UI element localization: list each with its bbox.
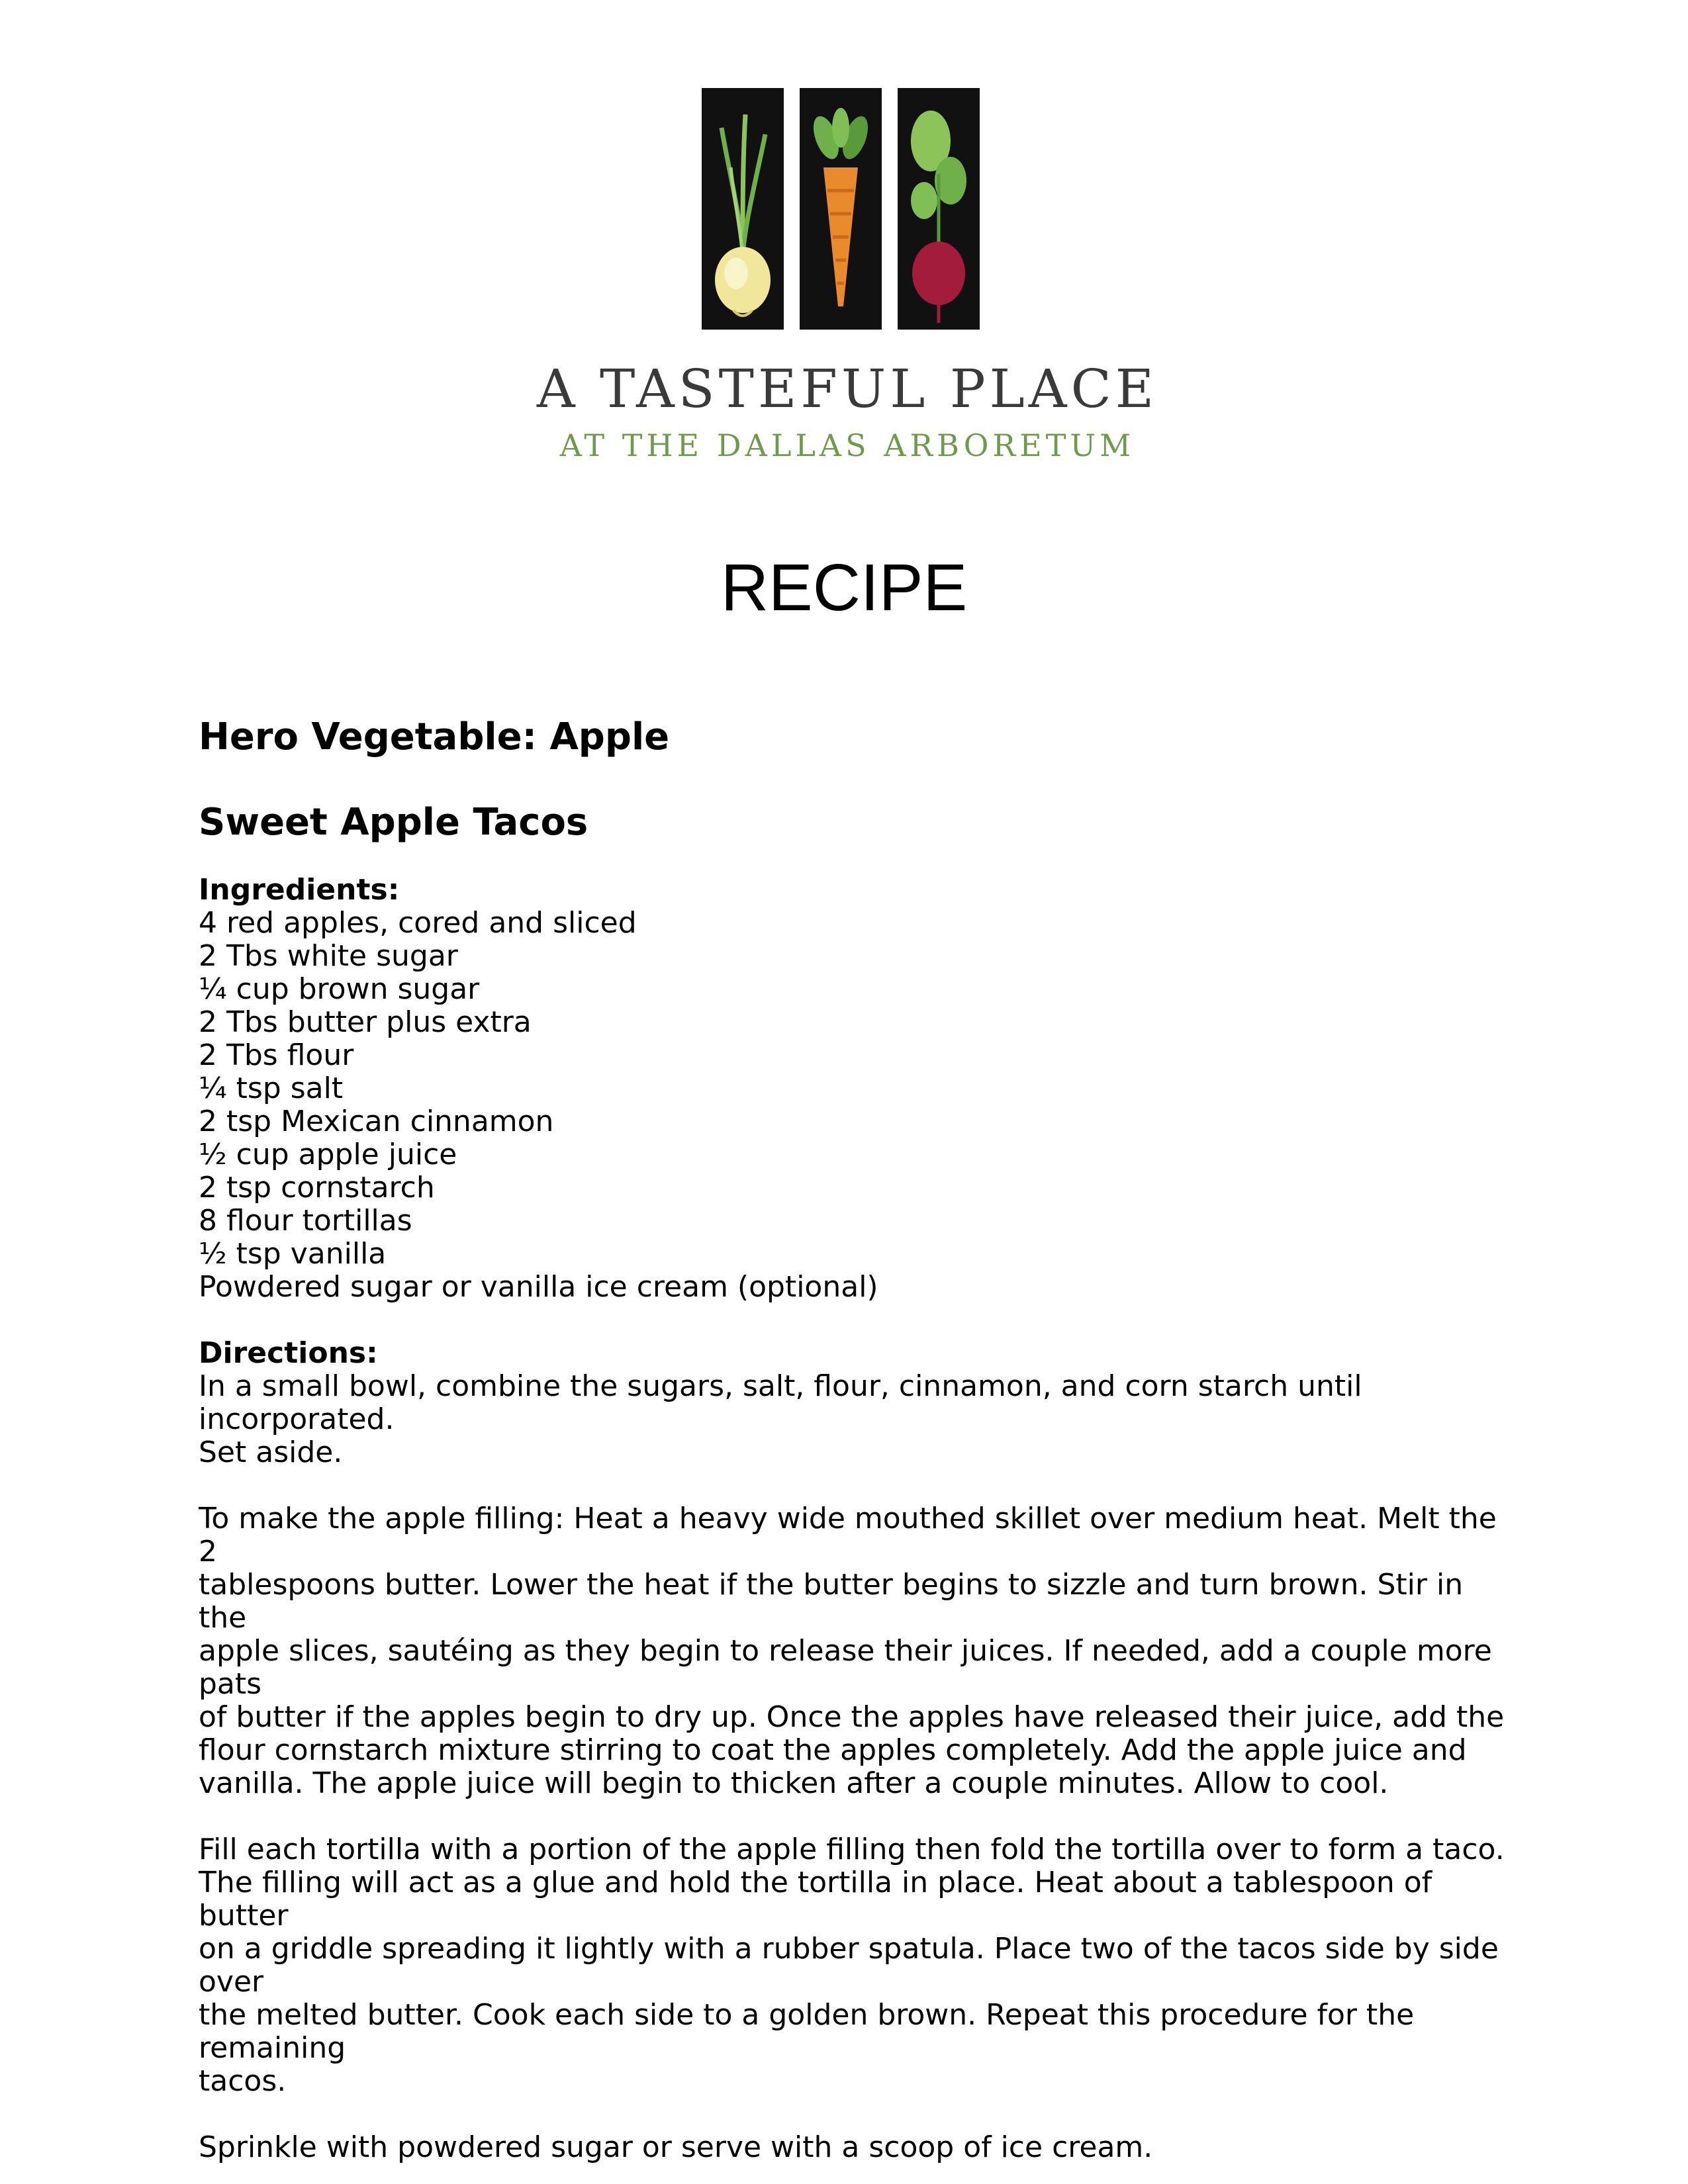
- brand-name: A TASTEFUL PLACE: [536, 358, 1158, 420]
- beet-icon: [898, 88, 980, 330]
- direction-line: of butter if the apples begin to dry up. Once the apples have released their juice, add the: [199, 1700, 1505, 1735]
- ingredient-item: ½ cup apple juice: [199, 1138, 457, 1172]
- direction-paragraph: [199, 1833, 1509, 2098]
- ingredient-item: 4 red apples, cored and sliced: [199, 906, 637, 940]
- direction-line: vanilla. The apple juice will begin to thicken after a couple minutes. Allow to cool.: [199, 1766, 1389, 1801]
- onion-icon: [702, 88, 784, 330]
- direction-line: In a small bowl, combine the sugars, salt, flour, cinnamon, and corn starch until incorporated.: [199, 1369, 1362, 1437]
- ingredient-item: ½ tsp vanilla: [199, 1237, 387, 1271]
- recipe-name: Sweet Apple Tacos: [199, 801, 588, 844]
- direction-line: on a griddle spreading it lightly with a rubber spatula. Place two of the tacos side by side over: [199, 1932, 1499, 1999]
- direction-line: tacos.: [199, 2064, 287, 2099]
- direction-line: Set aside.: [199, 1435, 343, 1470]
- beet-panel: [898, 88, 980, 330]
- hero-vegetable: Hero Vegetable: Apple: [199, 715, 670, 758]
- direction-line: Sprinkle with powdered sugar or serve with a scoop of ice cream.: [199, 2130, 1153, 2165]
- direction-line: tablespoons butter. Lower the heat if the butter begins to sizzle and turn brown. Stir in the: [199, 1568, 1464, 1635]
- carrot-icon: [800, 88, 882, 330]
- ingredients-label: Ingredients:: [199, 873, 400, 907]
- recipe-content: [199, 715, 1509, 2164]
- ingredient-item: ¼ cup brown sugar: [199, 972, 480, 1007]
- carrot-panel: [800, 88, 882, 330]
- directions-body: [199, 1370, 1509, 2164]
- ingredient-item: 2 Tbs butter plus extra: [199, 1005, 532, 1040]
- logo: [702, 88, 980, 330]
- direction-paragraph: [199, 2131, 1509, 2164]
- direction-line: flour cornstarch mixture stirring to coat the apples completely. Add the apple juice and: [199, 1733, 1467, 1768]
- direction-line: apple slices, sautéing as they begin to release their juices. If needed, add a couple more pats: [199, 1634, 1492, 1702]
- brand: [530, 358, 1165, 463]
- ingredients-list: [199, 907, 1509, 1304]
- direction-line: The filling will act as a glue and hold the tortilla in place. Heat about a tablespoon of butter: [199, 1866, 1432, 1933]
- direction-line: the melted butter. Cook each side to a golden brown. Repeat this procedure for the remaining: [199, 1998, 1415, 2066]
- ingredient-item: 2 Tbs white sugar: [199, 939, 458, 974]
- ingredient-item: Powdered sugar or vanilla ice cream (optional): [199, 1270, 878, 1304]
- direction-paragraph: [199, 1502, 1509, 1800]
- brand-subtitle: AT THE DALLAS ARBORETUM: [559, 428, 1135, 463]
- ingredient-item: 2 Tbs flour: [199, 1038, 354, 1073]
- ingredient-item: ¼ tsp salt: [199, 1071, 344, 1106]
- page-title: RECIPE: [720, 551, 968, 625]
- direction-line: To make the apple filling: Heat a heavy wide mouthed skillet over medium heat. Melt the 2: [199, 1502, 1497, 1569]
- directions-label: Directions:: [199, 1336, 378, 1371]
- direction-line: Fill each tortilla with a portion of the apple filling then fold the tortilla over to form a taco.: [199, 1833, 1505, 1867]
- direction-paragraph: [199, 1370, 1509, 1469]
- ingredient-item: 2 tsp Mexican cinnamon: [199, 1105, 554, 1139]
- onion-panel: [702, 88, 784, 330]
- ingredient-item: 2 tsp cornstarch: [199, 1171, 435, 1205]
- ingredient-item: 8 flour tortillas: [199, 1204, 412, 1238]
